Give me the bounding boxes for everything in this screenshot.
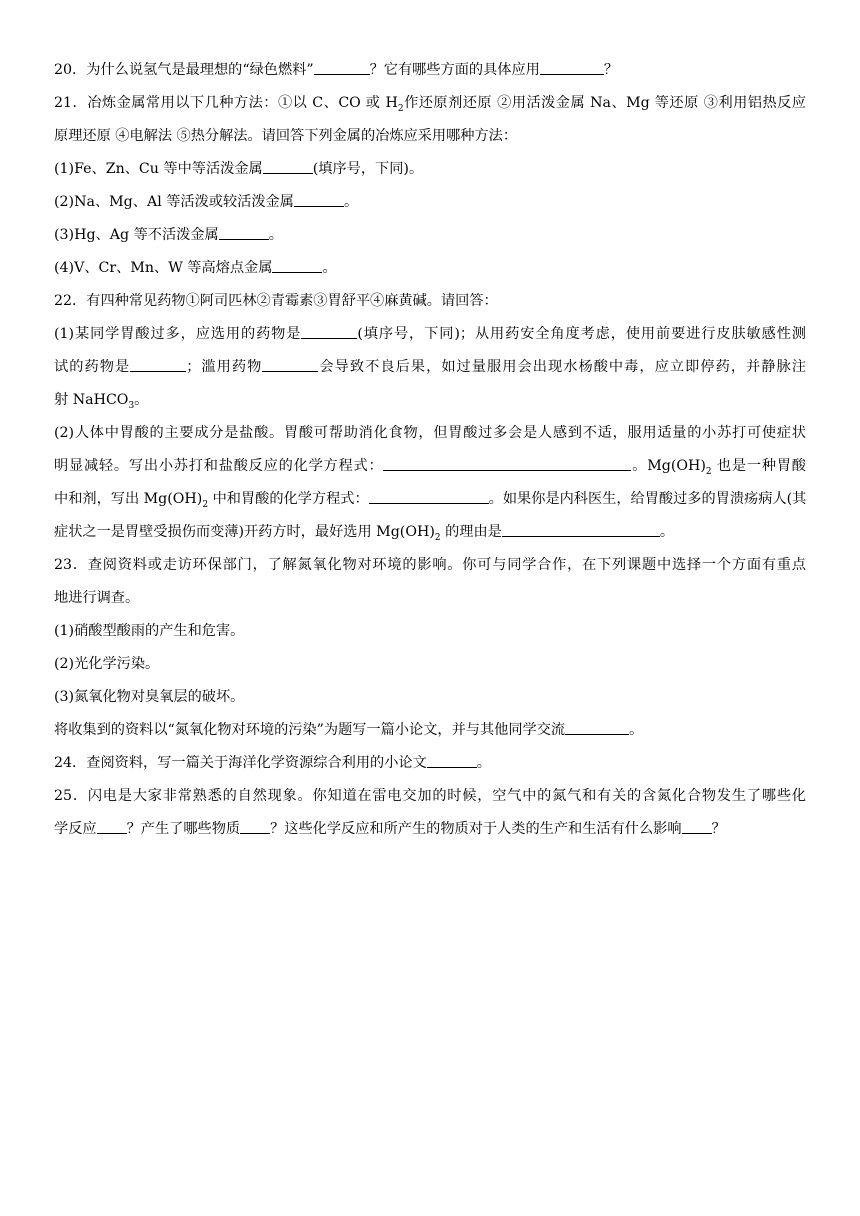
answer-blank[interactable] [369,489,489,504]
q21-sub-3-text: (3)Hg、Ag 等不活泼金属 [54,227,219,243]
answer-blank[interactable] [540,60,604,75]
q22-p2-text: 。如果你是内科医生，给胃酸过多的胃溃疡病人(其 [488,491,806,507]
q22-p1-text: 会导致不良后果，如过量服用会出现水杨酸中毒，应立即停药，并静脉注 [318,359,806,375]
q25-line-1 [54,780,806,813]
q22-p2-text: 症状之一是胃壁受损伤而变薄)开药方时，最好选用 Mg(OH) [54,524,435,540]
answer-blank[interactable] [427,753,477,768]
q22-intro: 有四种常见药物①阿司匹林②青霉素③胃舒平④麻黄碱。请回答： [86,293,498,309]
q22-subscript: 2 [705,466,712,477]
q22-part2-line-2 [54,450,806,483]
answer-blank[interactable] [383,456,631,471]
q21-line-2 [54,120,806,153]
q22-line-1 [54,285,806,318]
answer-blank[interactable] [682,819,712,834]
q22-p2-text: 。Mg(OH) [631,458,706,474]
q22-p2-text: 明显减轻。写出小苏打和盐酸反应的化学方程式： [54,458,384,474]
q22-p1-text: (1)某同学胃酸过多，应选用的药物是 [54,326,302,342]
q21-sub-2-tail: 。 [343,194,359,210]
q23-line-2 [54,582,806,615]
answer-blank[interactable] [272,258,322,273]
q22-p1-text: 试的药物是 [54,359,131,375]
q21-subscript: 2 [397,103,404,114]
q21-sub-4-text: (4)V、Cr、Mn、W 等高熔点金属 [54,260,273,276]
q25-line-2 [54,813,806,846]
answer-blank[interactable] [262,357,318,372]
q21-sub-3-tail: 。 [268,227,283,243]
q22-part1-line-1 [54,318,806,351]
q21-text-2: 原理还原 ④电解法 ⑤热分解法。请回答下列金属的冶炼应采用哪种方法： [54,128,518,144]
q21-number: 21． [54,95,88,111]
q22-p1-text: 。 [134,392,149,408]
q22-part2-line-1 [54,417,806,450]
q23-line-end [54,714,806,747]
q21-sub-4 [54,252,806,285]
q22-p2-text: (2)人体中胃酸的主要成分是盐酸。胃酸可帮助消化食物，但胃酸过多会是人感到不适，服用适量的小苏打可使症状 [54,425,806,441]
answer-blank[interactable] [294,192,344,207]
q23-text: 查阅资料或走访环保部门，了解氮氧化物对环境的影响。你可与同学合作，在下列课题中选择一个方面有重点 [87,557,806,573]
q23-text: 。 [629,722,644,738]
q21-sub-2 [54,186,806,219]
q23-topic-2 [54,648,806,681]
q25-text: ？产生了哪些物质 [126,821,241,837]
q25-number: 25． [54,788,88,804]
q21-sub-1 [54,153,806,186]
q22-p2-text: 也是一种胃酸 [711,458,806,474]
q22-p1-text: (填序号，下同)；从用药安全角度考虑，使用前要进行皮肤敏感性测 [357,326,806,342]
q23-topic-1 [54,615,806,648]
q20-line [54,54,806,87]
answer-blank[interactable] [130,357,186,372]
q22-p2-text: 的理由是 [440,524,502,540]
q23-topic-text: (1)硝酸型酸雨的产生和危害。 [54,623,245,639]
q21-sub-1-tail: (填序号，下同)。 [312,161,424,177]
q21-sub-2-text: (2)Na、Mg、Al 等活泼或较活泼金属 [54,194,294,210]
q23-line-1 [54,549,806,582]
q25-text: 学反应 [54,821,97,837]
q21-text-1b: 作还原剂还原 ②用活泼金属 Na、Mg 等还原 ③利用铝热反应 [403,95,806,111]
answer-blank[interactable] [502,522,660,537]
q24-line [54,747,806,780]
q22-part1-line-2 [54,351,806,384]
q21-text-1a: 冶炼金属常用以下几种方法：①以 C、CO 或 H [87,95,398,111]
q24-number: 24． [54,755,87,771]
q22-number: 22． [54,293,87,309]
answer-blank[interactable] [97,819,127,834]
q23-text: 地进行调查。 [54,590,140,606]
q22-p2-text: 中和胃酸的化学方程式： [208,491,369,507]
q23-number: 23． [54,557,88,573]
q21-line-1 [54,87,806,120]
answer-blank[interactable] [565,720,629,735]
q23-topic-3 [54,681,806,714]
q20-number: 20． [54,62,87,78]
q24-text: 。 [476,755,491,771]
q22-part2-line-3 [54,483,806,516]
q22-part2-line-4 [54,516,806,549]
q22-subscript: 3 [128,400,135,411]
q21-sub-1-text: (1)Fe、Zn、Cu 等中等活泼金属 [54,161,263,177]
q22-p1-text: ；滥用药物 [186,359,263,375]
answer-blank[interactable] [314,60,370,75]
q25-text: ？这些化学反应和所产生的物质对于人类的生产和生活有什么影响 [270,821,682,837]
q22-subscript: 2 [202,499,209,510]
q22-p2-text: 。 [659,524,675,540]
q20-text-1: 为什么说氢气是最理想的“绿色燃料” [86,62,314,78]
q25-text: 闪电是大家非常熟悉的自然现象。你知道在雷电交加的时候，空气中的氮气和有关的含氮化合物发生了哪些化 [87,788,806,804]
q23-text: 将收集到的资料以“氮氧化物对环境的污染”为题写一篇小论文，并与其他同学交流 [54,722,566,738]
q22-part1-line-3 [54,384,806,417]
q25-text: ？ [711,821,726,837]
q21-sub-4-tail: 。 [322,260,337,276]
answer-blank[interactable] [263,159,313,174]
q23-topic-text: (3)氮氧化物对臭氧层的破坏。 [54,689,245,705]
q20-text-3: ？ [603,62,619,78]
q22-p1-text: 射 NaHCO [54,392,129,408]
q22-subscript: 2 [434,532,441,543]
q22-p2-text: 中和剂，写出 Mg(OH) [54,491,203,507]
q24-text: 查阅资料，写一篇关于海洋化学资源综合利用的小论文 [86,755,427,771]
q20-text-2: ？它有哪些方面的具体应用 [369,62,540,78]
answer-blank[interactable] [219,225,269,240]
q23-topic-text: (2)光化学污染。 [54,656,160,672]
worksheet-page [54,54,806,846]
q21-sub-3 [54,219,806,252]
answer-blank[interactable] [301,324,357,339]
answer-blank[interactable] [240,819,270,834]
